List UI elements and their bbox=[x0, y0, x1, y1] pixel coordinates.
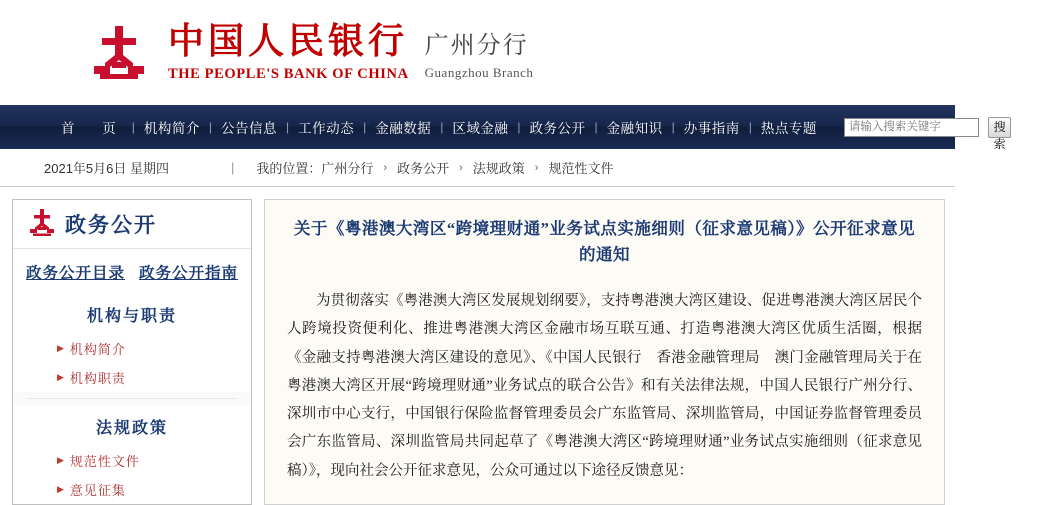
chevron-right-icon: › bbox=[383, 161, 388, 174]
search-input[interactable] bbox=[844, 118, 979, 137]
triangle-right-icon: ▶ bbox=[57, 484, 64, 494]
nav-item-list bbox=[52, 117, 826, 137]
sidebar-item-org-profile[interactable] bbox=[13, 334, 251, 363]
sidebar-item-label: 机构职责 bbox=[69, 371, 126, 386]
sidebar-header bbox=[13, 200, 251, 249]
current-date: 2021年5月6日 星期四 bbox=[44, 161, 169, 176]
breadcrumb bbox=[0, 149, 955, 187]
article-panel bbox=[264, 199, 945, 505]
sidebar-item-label: 规范性文件 bbox=[69, 454, 140, 469]
sidebar-item-normative-docs[interactable] bbox=[13, 446, 251, 475]
nav-separator: | bbox=[517, 120, 521, 134]
bank-name-cn: 中国人民银行 bbox=[168, 21, 409, 62]
nav-item-government-affairs[interactable]: 政务公开 bbox=[529, 121, 586, 136]
chevron-right-icon: › bbox=[534, 161, 539, 174]
triangle-right-icon: ▶ bbox=[57, 455, 64, 465]
nav-separator: | bbox=[748, 120, 752, 134]
breadcrumb-item-regulations[interactable]: 法规政策 bbox=[472, 161, 525, 176]
breadcrumb-item-branch[interactable]: 广州分行 bbox=[321, 161, 374, 176]
sidebar-section-title-regulations: 法规政策 bbox=[13, 405, 251, 446]
nav-item-announcements[interactable]: 公告信息 bbox=[221, 121, 278, 136]
site-header bbox=[0, 0, 955, 105]
advanced-search-link[interactable]: 高级搜索 bbox=[1023, 111, 1050, 145]
pboc-logo-icon bbox=[88, 22, 150, 84]
search-button[interactable]: 搜索 bbox=[988, 117, 1012, 138]
page-content bbox=[0, 187, 955, 505]
article-paragraph: 为贯彻落实《粤港澳大湾区发展规划纲要》，支持粤港澳大湾区建设、促进粤港澳大湾区居民个人跨境投资便利化、推进粤港澳大湾区金融市场互联互通、打造粤港澳大湾区优质生活圈，根据《金融支持粤港澳大湾区建设的意见》、《中国人民银行 香港金融管理局 澳门金融管理局关于在粤港澳大湾区开展“跨境理财通”业务试点的联合公告》和有关法律法规，中国人民银行广州分行、深圳市中心支行，中国银行保险监督管理委员会广东监管局、深圳监管局，中国证券监督管理委员会广东监管局、深圳监管局共同起草了《粤港澳大湾区“跨境理财通”业务试点实施细则（征求意见稿）》，现向社会公开征求意见，公众可通过以下途径反馈意见： bbox=[287, 293, 922, 479]
nav-item-profile[interactable]: 机构简介 bbox=[143, 121, 200, 136]
sidebar-item-label: 机构简介 bbox=[69, 342, 126, 357]
article-body bbox=[287, 287, 922, 485]
breadcrumb-item-government-affairs[interactable]: 政务公开 bbox=[397, 161, 450, 176]
nav-separator: | bbox=[594, 120, 598, 134]
nav-item-home[interactable]: 首 页 bbox=[61, 121, 128, 136]
nav-item-financial-knowledge[interactable]: 金融知识 bbox=[606, 121, 663, 136]
breadcrumb-item-normative-docs[interactable]: 规范性文件 bbox=[548, 161, 614, 176]
sidebar-link-guide[interactable]: 政务公开指南 bbox=[139, 265, 239, 282]
sidebar-item-org-duties[interactable] bbox=[13, 363, 251, 392]
sidebar bbox=[12, 199, 252, 505]
sidebar-link-catalog[interactable]: 政务公开目录 bbox=[25, 265, 125, 282]
nav-item-work-updates[interactable]: 工作动态 bbox=[298, 121, 355, 136]
sidebar-item-opinion-collection[interactable] bbox=[13, 475, 251, 504]
nav-item-service-guide[interactable]: 办事指南 bbox=[683, 121, 740, 136]
sidebar-quick-links bbox=[13, 249, 251, 293]
main-navigation bbox=[0, 105, 1050, 151]
branch-name-cn: 广州分行 bbox=[424, 32, 529, 59]
search-area bbox=[844, 108, 1053, 151]
nav-separator: | bbox=[671, 120, 675, 134]
chevron-right-icon: › bbox=[459, 161, 463, 174]
triangle-right-icon: ▶ bbox=[57, 372, 64, 382]
sidebar-section-title-organization: 机构与职责 bbox=[13, 293, 251, 334]
sidebar-item-label: 意见征集 bbox=[69, 483, 126, 498]
nav-separator: | bbox=[131, 120, 135, 134]
nav-separator: | bbox=[440, 120, 444, 134]
breadcrumb-divider: | bbox=[231, 160, 235, 175]
branch-name-en: Guangzhou Branch bbox=[424, 64, 534, 80]
pboc-mark-icon bbox=[29, 208, 55, 241]
nav-separator: | bbox=[286, 120, 290, 134]
nav-separator: | bbox=[363, 120, 367, 134]
sidebar-title: 政务公开 bbox=[65, 213, 157, 237]
nav-separator: | bbox=[208, 120, 213, 134]
branch-identity bbox=[425, 25, 534, 83]
nav-item-regional-finance[interactable]: 区域金融 bbox=[452, 121, 509, 136]
article-title: 关于《粤港澳大湾区“跨境理财通”业务试点实施细则（征求意见稿）》公开征求意见的通知 bbox=[293, 219, 916, 264]
sidebar-divider bbox=[27, 398, 237, 399]
triangle-right-icon: ▶ bbox=[57, 343, 64, 353]
nav-item-hot-topics[interactable]: 热点专题 bbox=[760, 121, 817, 136]
breadcrumb-label: 我的位置： bbox=[256, 161, 322, 176]
nav-item-financial-data[interactable]: 金融数据 bbox=[375, 121, 432, 136]
bank-name-en: THE PEOPLE'S BANK OF CHINA bbox=[168, 65, 409, 82]
bank-identity bbox=[168, 22, 533, 83]
